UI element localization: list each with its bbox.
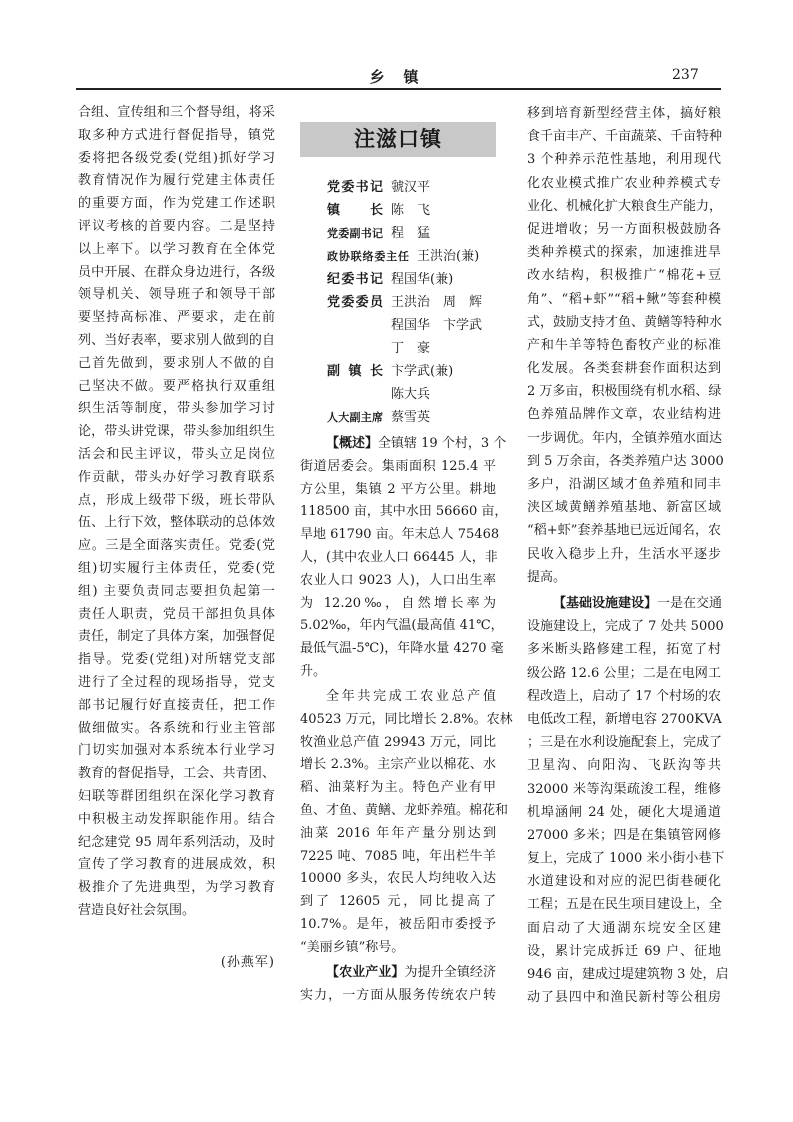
text-line: 一步调优。年内，全镇养殖水面达 <box>527 430 723 446</box>
official-names <box>417 245 479 268</box>
official-title: 党委委员 <box>327 295 383 310</box>
text-line: 民收入稳步上升，生活水平逐步 <box>527 546 721 562</box>
official-names <box>391 199 430 222</box>
text-line: 5.02‰，年内气温(最高值 41℃， <box>300 618 504 634</box>
text-line: 农业人口 9023 人)，人口出生率 <box>300 572 496 588</box>
official-name: 蔡雪英 <box>391 410 431 425</box>
official-entry <box>327 222 482 245</box>
text-line: 应。三是全面落实责任。党委(党 <box>78 538 275 554</box>
text-line: 移到培育新型经营主体，搞好粮 <box>527 106 721 121</box>
text-line: 化发展。各类套耕套作面积达到 <box>527 361 721 377</box>
text-line: 营造良好社会氛围。 <box>78 902 196 918</box>
text-line: 牧渔业总产值 29943 万元，同比 <box>300 734 496 750</box>
text-line: 到 5 万余亩，各类养殖户达 3000 <box>527 453 724 469</box>
text-line: 稻、油菜籽为主。特色产业有甲 <box>300 780 496 796</box>
text-line: 己首先做到，要求别人不做的自 <box>78 355 275 371</box>
official-entry <box>327 199 482 222</box>
text-line: 促进增收；另一方面积极鼓励各 <box>527 221 721 237</box>
official-title: 政协联络委主任 <box>327 250 409 263</box>
official-name: 卞学武(兼) <box>391 364 454 379</box>
text-line: 责任，制定了具体方案，加强督促 <box>78 629 275 645</box>
official-name: 虢汉平 <box>391 180 431 195</box>
text-line: 作贡献，带头办好学习教育联系 <box>78 469 275 485</box>
text-line: 部书记履行好直接责任，把工作 <box>78 697 275 713</box>
text-line: 的重要方面，作为党建工作述职 <box>78 196 275 212</box>
text-line: 妇联等群团组织在深化学习教育 <box>78 788 275 804</box>
section-heading: 【基础设施建设】 <box>553 596 658 611</box>
text-line: 改水结构，积极推广“棉花+豆 <box>527 268 721 284</box>
text-line: 10.7%。是年，被岳阳市委授予 <box>300 916 496 932</box>
official-entry <box>327 360 482 406</box>
text-line: 2 万多亩，积极围绕有机水稻、绿 <box>527 384 722 400</box>
text-line: 3 个种养示范性基地，利用现代 <box>527 152 721 168</box>
author-credit: (孙燕军) <box>220 955 275 970</box>
text-line <box>527 592 721 615</box>
text-line: 角”、“稻+虾”“稻+鳅”等套种模 <box>527 291 721 307</box>
text-line: 点，形成上级带下级，班长带队 <box>78 492 275 508</box>
official-entry <box>327 268 482 291</box>
official-title: 副镇长 <box>327 364 383 379</box>
official-name: 王洪治(兼) <box>417 249 480 264</box>
text-line: 提高。 <box>527 569 567 585</box>
text-line: 要坚持高标准、严要求，走在前 <box>78 310 275 326</box>
text-line: 最低气温-5℃)，年降水量 4270 毫 <box>300 641 504 657</box>
text-line: 门切实加强对本系统本行业学习 <box>78 743 275 759</box>
text-line: 食千亩丰产、千亩蔬菜、千亩特种 <box>527 129 723 145</box>
text-line: 化农业模式推广农业种养模式专 <box>527 175 721 191</box>
text-line: 产和牛羊等特色畜牧产业的标准 <box>527 337 721 353</box>
text-line: 级公路 12.6 公里；二是在电网工 <box>527 665 721 681</box>
official-entry <box>327 176 482 199</box>
official-title: 党委书记 <box>327 180 383 195</box>
body-paragraph <box>78 102 275 923</box>
text-line: 设，累计完成拆迁 69 户、征地 <box>527 943 721 959</box>
text-line: 电低改工程，新增电容 2700KVA <box>527 711 722 727</box>
text-line: 旱地 61790 亩。年末总人 75468 <box>300 527 500 543</box>
text-line: 己坚决不做。要严格执行双重组 <box>78 378 275 394</box>
text-line: 40523 万元，同比增长 2.8%。农林 <box>300 711 513 727</box>
text-line: 油菜 2016 年年产量分别达到 <box>300 825 496 841</box>
text-line: 水道建设和对应的泥巴街巷硬化 <box>527 874 721 890</box>
text-line: 教育的督促指导，工会、共青团、 <box>78 766 275 782</box>
text-line: 机埠涵闸 24 处，硬化大堤通道 <box>527 804 721 820</box>
text-line <box>300 433 507 456</box>
text-line: 7225 吨、7085 吨，年出栏牛羊 <box>300 848 496 864</box>
running-header-section: 乡 镇 <box>369 68 421 86</box>
header-rule <box>76 88 721 90</box>
text-line: 程改造上，启动了 17 个村场的农 <box>527 688 721 704</box>
text-line: 卫星沟、向阳沟、飞跃沟等共 <box>527 758 721 774</box>
text-line: 以上率下。以学习教育在全体党 <box>78 241 275 257</box>
text-line: 全年共完成工农业总产值 <box>326 689 496 704</box>
text-line <box>300 962 496 985</box>
text-line: 类种养模式的探索，加速推进旱 <box>527 245 721 261</box>
text-line: 活会和民主评议，带头立足岗位 <box>78 446 275 462</box>
text-line: 实力，一方面从服务传统农户转 <box>300 987 496 1003</box>
text-line: “稻+虾”套养基地已远近闻名，农 <box>527 523 721 539</box>
text-line: 列、当好表率，要求别人做到的自 <box>78 332 275 348</box>
official-name: 程国华 卞学武 <box>391 318 483 333</box>
official-names <box>391 222 430 245</box>
section-heading: 【农业产业】 <box>326 965 405 980</box>
official-names <box>391 176 430 199</box>
text-line: 论，带头讲党课，带头参加组织生 <box>78 424 275 440</box>
text-line: 评议考核的首要内容。二是坚持 <box>78 218 275 234</box>
text-line: 946 亩，建成过堤建筑物 3 处，启 <box>527 967 729 982</box>
official-title: 纪委书记 <box>327 272 383 287</box>
text-line-content: 为提升全镇经济 <box>404 965 496 980</box>
text-line: 业化、机械化扩大粮食生产能力， <box>527 198 723 214</box>
text-line: 员中开展、在群众身边进行，各级 <box>78 264 275 280</box>
official-entry <box>327 291 482 360</box>
section-heading: 【概述】 <box>326 436 379 451</box>
text-line: 做细做实。各系统和行业主管部 <box>78 720 275 736</box>
official-title: 镇长 <box>327 203 383 218</box>
text-line: 色养殖品牌作文章，农业结构进 <box>527 407 721 423</box>
official-title: 党委副书记 <box>327 227 383 240</box>
official-entry <box>327 406 482 429</box>
official-name: 王洪治 周 辉 <box>391 295 483 310</box>
text-line: 极推介了先进典型，为学习教育 <box>78 880 275 896</box>
text-line: 增长 2.3%。主宗产业以棉花、水 <box>300 757 496 773</box>
text-line: 多户，沿湖区域才鱼养殖和同丰 <box>527 477 721 492</box>
section-paragraph <box>527 592 729 1009</box>
text-line: 工程；五是在民生项目建设上，全 <box>527 897 723 913</box>
text-line: “美丽乡镇”称号。 <box>300 939 405 955</box>
text-line: 委将把各级党委(党组)抓好学习 <box>78 150 275 166</box>
official-names <box>391 360 453 406</box>
official-name: 丁 豪 <box>391 341 431 356</box>
text-line: 伍、上行下效，整体联动的总体效 <box>78 515 275 531</box>
official-title: 人大副主席 <box>327 411 383 424</box>
officials-list <box>327 176 482 429</box>
text-line: 纪念建党 95 周年系列活动，及时 <box>78 834 275 850</box>
page-number: 237 <box>672 67 699 83</box>
section-paragraph <box>300 962 496 1008</box>
text-line: 为 12.20‰，自然增长率为 <box>300 595 496 611</box>
town-title: 注滋口镇 <box>300 122 496 157</box>
official-name: 陈 飞 <box>391 203 431 218</box>
text-line: 复上，完成了 1000 米小街小巷下 <box>527 851 725 867</box>
text-line: 人，(其中农业人口 66445 人，非 <box>300 549 498 565</box>
text-line: 面启动了大通湖东垸安全区建 <box>527 920 721 936</box>
text-line: 责任人职责，党员干部担负具体 <box>78 606 275 622</box>
text-line: 教育情况作为履行党建主体责任 <box>78 173 275 189</box>
text-line: 式，鼓励支持才鱼、黄鳝等特种水 <box>527 314 723 330</box>
text-line: 领导机关、领导班子和领导干部 <box>78 287 275 303</box>
text-line: 指导。党委(党组)对所辖党支部 <box>78 652 275 668</box>
text-line: 织生活等制度，带头参加学习讨 <box>78 401 275 417</box>
official-entry <box>327 245 482 268</box>
text-line: 取多种方式进行督促指导，镇党 <box>78 127 275 143</box>
text-line: 合组、宣传组和三个督导组，将采 <box>78 105 275 120</box>
text-line: ；三是在水利设施配套上，完成了 <box>527 735 723 751</box>
text-line: 118500 亩，其中水田 56660 亩， <box>300 504 508 520</box>
text-line: 浃区域黄鳝养殖基地、新富区域 <box>527 500 721 516</box>
text-line: 10000 多头，农民人均纯收入达 <box>300 871 496 887</box>
official-name: 程 猛 <box>391 226 431 241</box>
text-line: 方公里，集镇 2 平方公里。耕地 <box>300 481 496 497</box>
official-names <box>391 268 453 291</box>
text-line: 街道居委会。集雨面积 125.4 平 <box>300 458 496 474</box>
text-line: 设施建设上，完成了 7 处共 5000 <box>527 619 724 635</box>
text-line: 升。 <box>300 663 327 679</box>
body-paragraph <box>300 686 513 960</box>
text-line: 宣传了学习教育的进展成效，积 <box>78 857 275 873</box>
text-line: 中积极主动发挥职能作用。结合 <box>78 811 275 827</box>
official-names <box>391 291 482 360</box>
text-line: 32000 米等沟渠疏浚工程，维修 <box>527 781 721 797</box>
text-line: 到了 12605 元，同比提高了 <box>300 894 496 910</box>
official-name: 程国华(兼) <box>391 272 454 287</box>
text-line: 组)切实履行主体责任，党委(党 <box>78 560 275 576</box>
text-line: 鱼、才鱼、黄鳝、龙虾养殖。棉花和 <box>300 802 509 818</box>
official-name: 陈大兵 <box>391 387 431 402</box>
text-line: 多米断头路修建工程，拓宽了村 <box>527 642 721 658</box>
official-names <box>391 406 430 429</box>
body-paragraph <box>527 102 724 589</box>
text-line: 进行了全过程的现场指导，党支 <box>78 674 275 690</box>
text-line: 27000 多米；四是在集镇管网修 <box>527 827 721 843</box>
text-line-content: 一是在交通 <box>657 596 723 611</box>
text-line: 动了县四中和渔民新村等公租房 <box>527 990 721 1006</box>
text-line-content: 全镇辖 19 个村，3 个 <box>378 436 507 451</box>
section-paragraph <box>300 433 508 684</box>
text-line: 组) 主要负责同志要担负起第一 <box>78 583 275 599</box>
